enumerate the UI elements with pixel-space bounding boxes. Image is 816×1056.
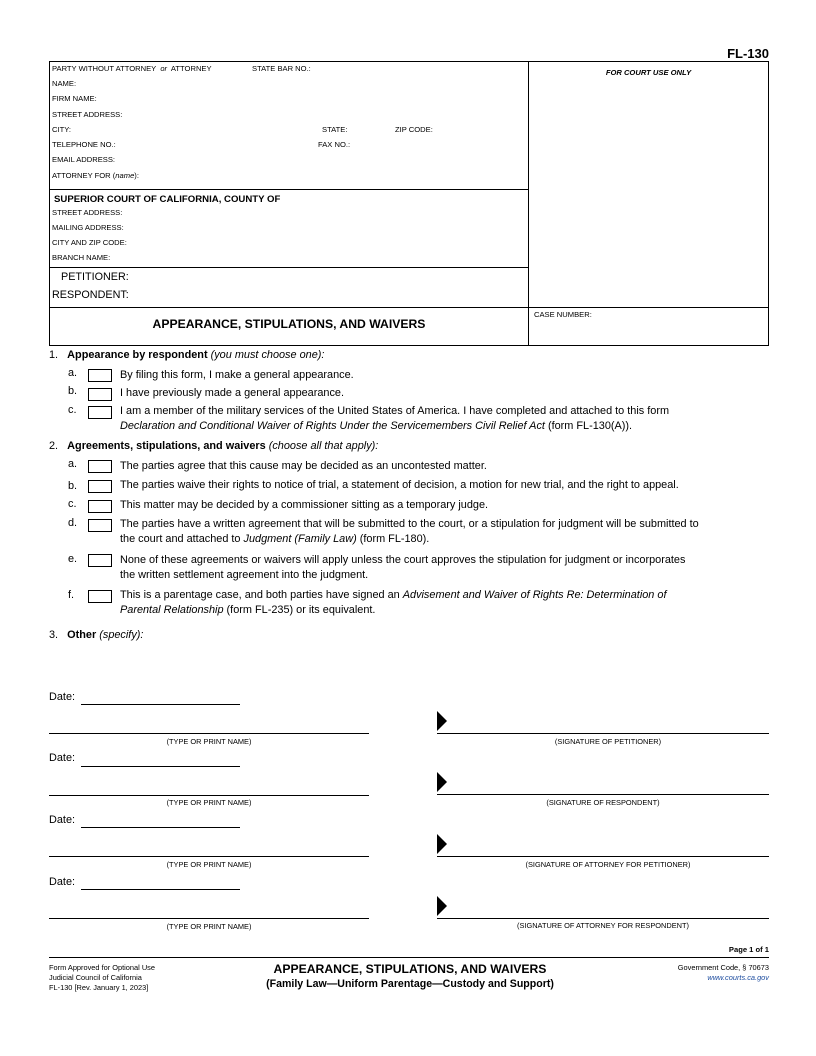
date-field[interactable] — [81, 766, 240, 767]
caption-divider — [528, 62, 529, 345]
sign-here-arrow-icon — [437, 772, 447, 792]
signature-field[interactable] — [437, 856, 769, 857]
item-2b-text: The parties waive their rights to notice of trial, a statement of decision, a motion for new trial, and the right to appeal. — [120, 479, 679, 491]
date-label: Date: — [49, 876, 76, 888]
checkbox-1a[interactable] — [88, 369, 112, 382]
item-2c-text: This matter may be decided by a commissioner sitting as a temporary judge. — [120, 499, 489, 511]
print-name-field[interactable] — [49, 795, 369, 796]
item-letter: f. — [68, 589, 75, 601]
date-label: Date: — [49, 691, 76, 703]
court-city-zip-label: CITY AND ZIP CODE: — [52, 238, 127, 247]
checkbox-2c[interactable] — [88, 500, 112, 513]
sign-here-arrow-icon — [437, 896, 447, 916]
item-1b-text: I have previously made a general appearance. — [120, 387, 345, 399]
item-1c-text-line2: Declaration and Conditional Waiver of Rights Under the Servicemembers Civil Relief Act (form FL-130(A)). — [120, 420, 633, 432]
item-letter: c. — [68, 404, 77, 416]
item-2d-text-line1: The parties have a written agreement that will be submitted to the court, or a stipulation for judgment will be submitted to — [120, 518, 699, 530]
item-letter: b. — [68, 385, 78, 397]
street-address-label: STREET ADDRESS: — [52, 110, 123, 119]
item-letter: a. — [68, 367, 78, 379]
state-bar-label: STATE BAR NO.: — [252, 64, 311, 73]
signature-caption: (SIGNATURE OF ATTORNEY FOR RESPONDENT) — [517, 921, 689, 930]
print-name-caption: (TYPE OR PRINT NAME) — [166, 737, 252, 746]
checkbox-2a[interactable] — [88, 460, 112, 473]
name-label: NAME: — [52, 79, 77, 88]
signature-caption: (SIGNATURE OF ATTORNEY FOR PETITIONER) — [525, 860, 691, 869]
party-label: PARTY WITHOUT ATTORNEY or ATTORNEY — [52, 64, 212, 73]
item-letter: e. — [68, 553, 78, 565]
signature-field[interactable] — [437, 733, 769, 734]
print-name-field[interactable] — [49, 733, 369, 734]
checkbox-1b[interactable] — [88, 388, 112, 401]
item-letter: d. — [68, 517, 78, 529]
checkbox-2f[interactable] — [88, 590, 112, 603]
court-heading: SUPERIOR COURT OF CALIFORNIA, COUNTY OF — [54, 194, 281, 205]
item-2d-text-line2: the court and attached to Judgment (Family Law) (form FL-180). — [120, 533, 430, 545]
signature-field[interactable] — [437, 794, 769, 795]
item-1c-text-line1: I am a member of the military services of the United States of America. I have completed and attached to this form — [120, 405, 670, 417]
signature-caption: (SIGNATURE OF RESPONDENT) — [546, 798, 660, 807]
signature-caption: (SIGNATURE OF PETITIONER) — [554, 737, 662, 746]
item-letter: b. — [68, 480, 78, 492]
zip-label: ZIP CODE: — [395, 125, 433, 134]
print-name-field[interactable] — [49, 918, 369, 919]
for-court-use-label: FOR COURT USE ONLY — [605, 68, 692, 77]
signature-field[interactable] — [437, 918, 769, 919]
divider — [50, 267, 528, 268]
petitioner-label: PETITIONER: — [61, 271, 129, 283]
sign-here-arrow-icon — [437, 711, 447, 731]
section1-heading: 1. Appearance by respondent (you must choose one): — [49, 349, 325, 361]
item-1a-text: By filing this form, I make a general appearance. — [120, 369, 354, 381]
court-street-label: STREET ADDRESS: — [52, 208, 123, 217]
print-name-caption: (TYPE OR PRINT NAME) — [166, 860, 252, 869]
sign-here-arrow-icon — [437, 834, 447, 854]
form-number: FL-130 — [727, 46, 769, 61]
court-mailing-label: MAILING ADDRESS: — [52, 223, 124, 232]
item-letter: c. — [68, 498, 77, 510]
checkbox-1c[interactable] — [88, 406, 112, 419]
court-branch-label: BRANCH NAME: — [52, 253, 111, 262]
divider — [50, 189, 528, 190]
item-2f-text-line1: This is a parentage case, and both parties have signed an Advisement and Waiver of Rights Re: Determination of — [120, 589, 667, 601]
footer-title: APPEARANCE, STIPULATIONS, AND WAIVERS (Family Law—Uniform Parentage—Custody and Support) — [266, 962, 554, 990]
telephone-label: TELEPHONE NO.: — [52, 140, 116, 149]
footer-right: Government Code, § 70673 www.courts.ca.gov — [677, 963, 769, 982]
checkbox-2e[interactable] — [88, 554, 112, 567]
item-2e-text-line1: None of these agreements or waivers will apply unless the court approves the stipulation for judgment or incorporates — [120, 554, 686, 566]
footer-rule — [49, 957, 769, 958]
city-label: CITY: — [52, 125, 71, 134]
date-field[interactable] — [81, 889, 240, 890]
footer-left: Form Approved for Optional Use Judicial Council of California FL-130 [Rev. January 1, 2023] — [49, 963, 155, 992]
divider — [50, 307, 768, 308]
checkbox-2d[interactable] — [88, 519, 112, 532]
date-field[interactable] — [81, 704, 240, 705]
item-2a-text: The parties agree that this cause may be decided as an uncontested matter. — [120, 460, 487, 472]
firm-name-label: FIRM NAME: — [52, 94, 97, 103]
section2-heading: 2. Agreements, stipulations, and waivers (choose all that apply): — [49, 440, 379, 452]
item-2f-text-line2: Parental Relationship (form FL-235) or its equivalent. — [120, 604, 376, 616]
print-name-field[interactable] — [49, 856, 369, 857]
case-number-label: CASE NUMBER: — [534, 310, 592, 319]
checkbox-2b[interactable] — [88, 480, 112, 493]
fax-label: FAX NO.: — [318, 140, 351, 149]
section3-heading: 3. Other (specify): — [49, 629, 144, 641]
item-2e-text-line2: the written settlement agreement into the judgment. — [120, 569, 369, 581]
print-name-caption: (TYPE OR PRINT NAME) — [166, 798, 252, 807]
item-letter: a. — [68, 458, 78, 470]
date-label: Date: — [49, 814, 76, 826]
respondent-label: RESPONDENT: — [52, 289, 129, 301]
print-name-caption: (TYPE OR PRINT NAME) — [166, 922, 252, 931]
caption-box — [49, 61, 769, 346]
date-field[interactable] — [81, 827, 240, 828]
courts-website-link[interactable]: www.courts.ca.gov — [707, 973, 769, 982]
page-number: Page 1 of 1 — [728, 945, 769, 954]
date-label: Date: — [49, 752, 76, 764]
form-title: APPEARANCE, STIPULATIONS, AND WAIVERS — [152, 317, 426, 331]
email-label: EMAIL ADDRESS: — [52, 155, 116, 164]
state-label: STATE: — [322, 125, 348, 134]
attorney-for-label: ATTORNEY FOR (name): — [52, 171, 139, 180]
